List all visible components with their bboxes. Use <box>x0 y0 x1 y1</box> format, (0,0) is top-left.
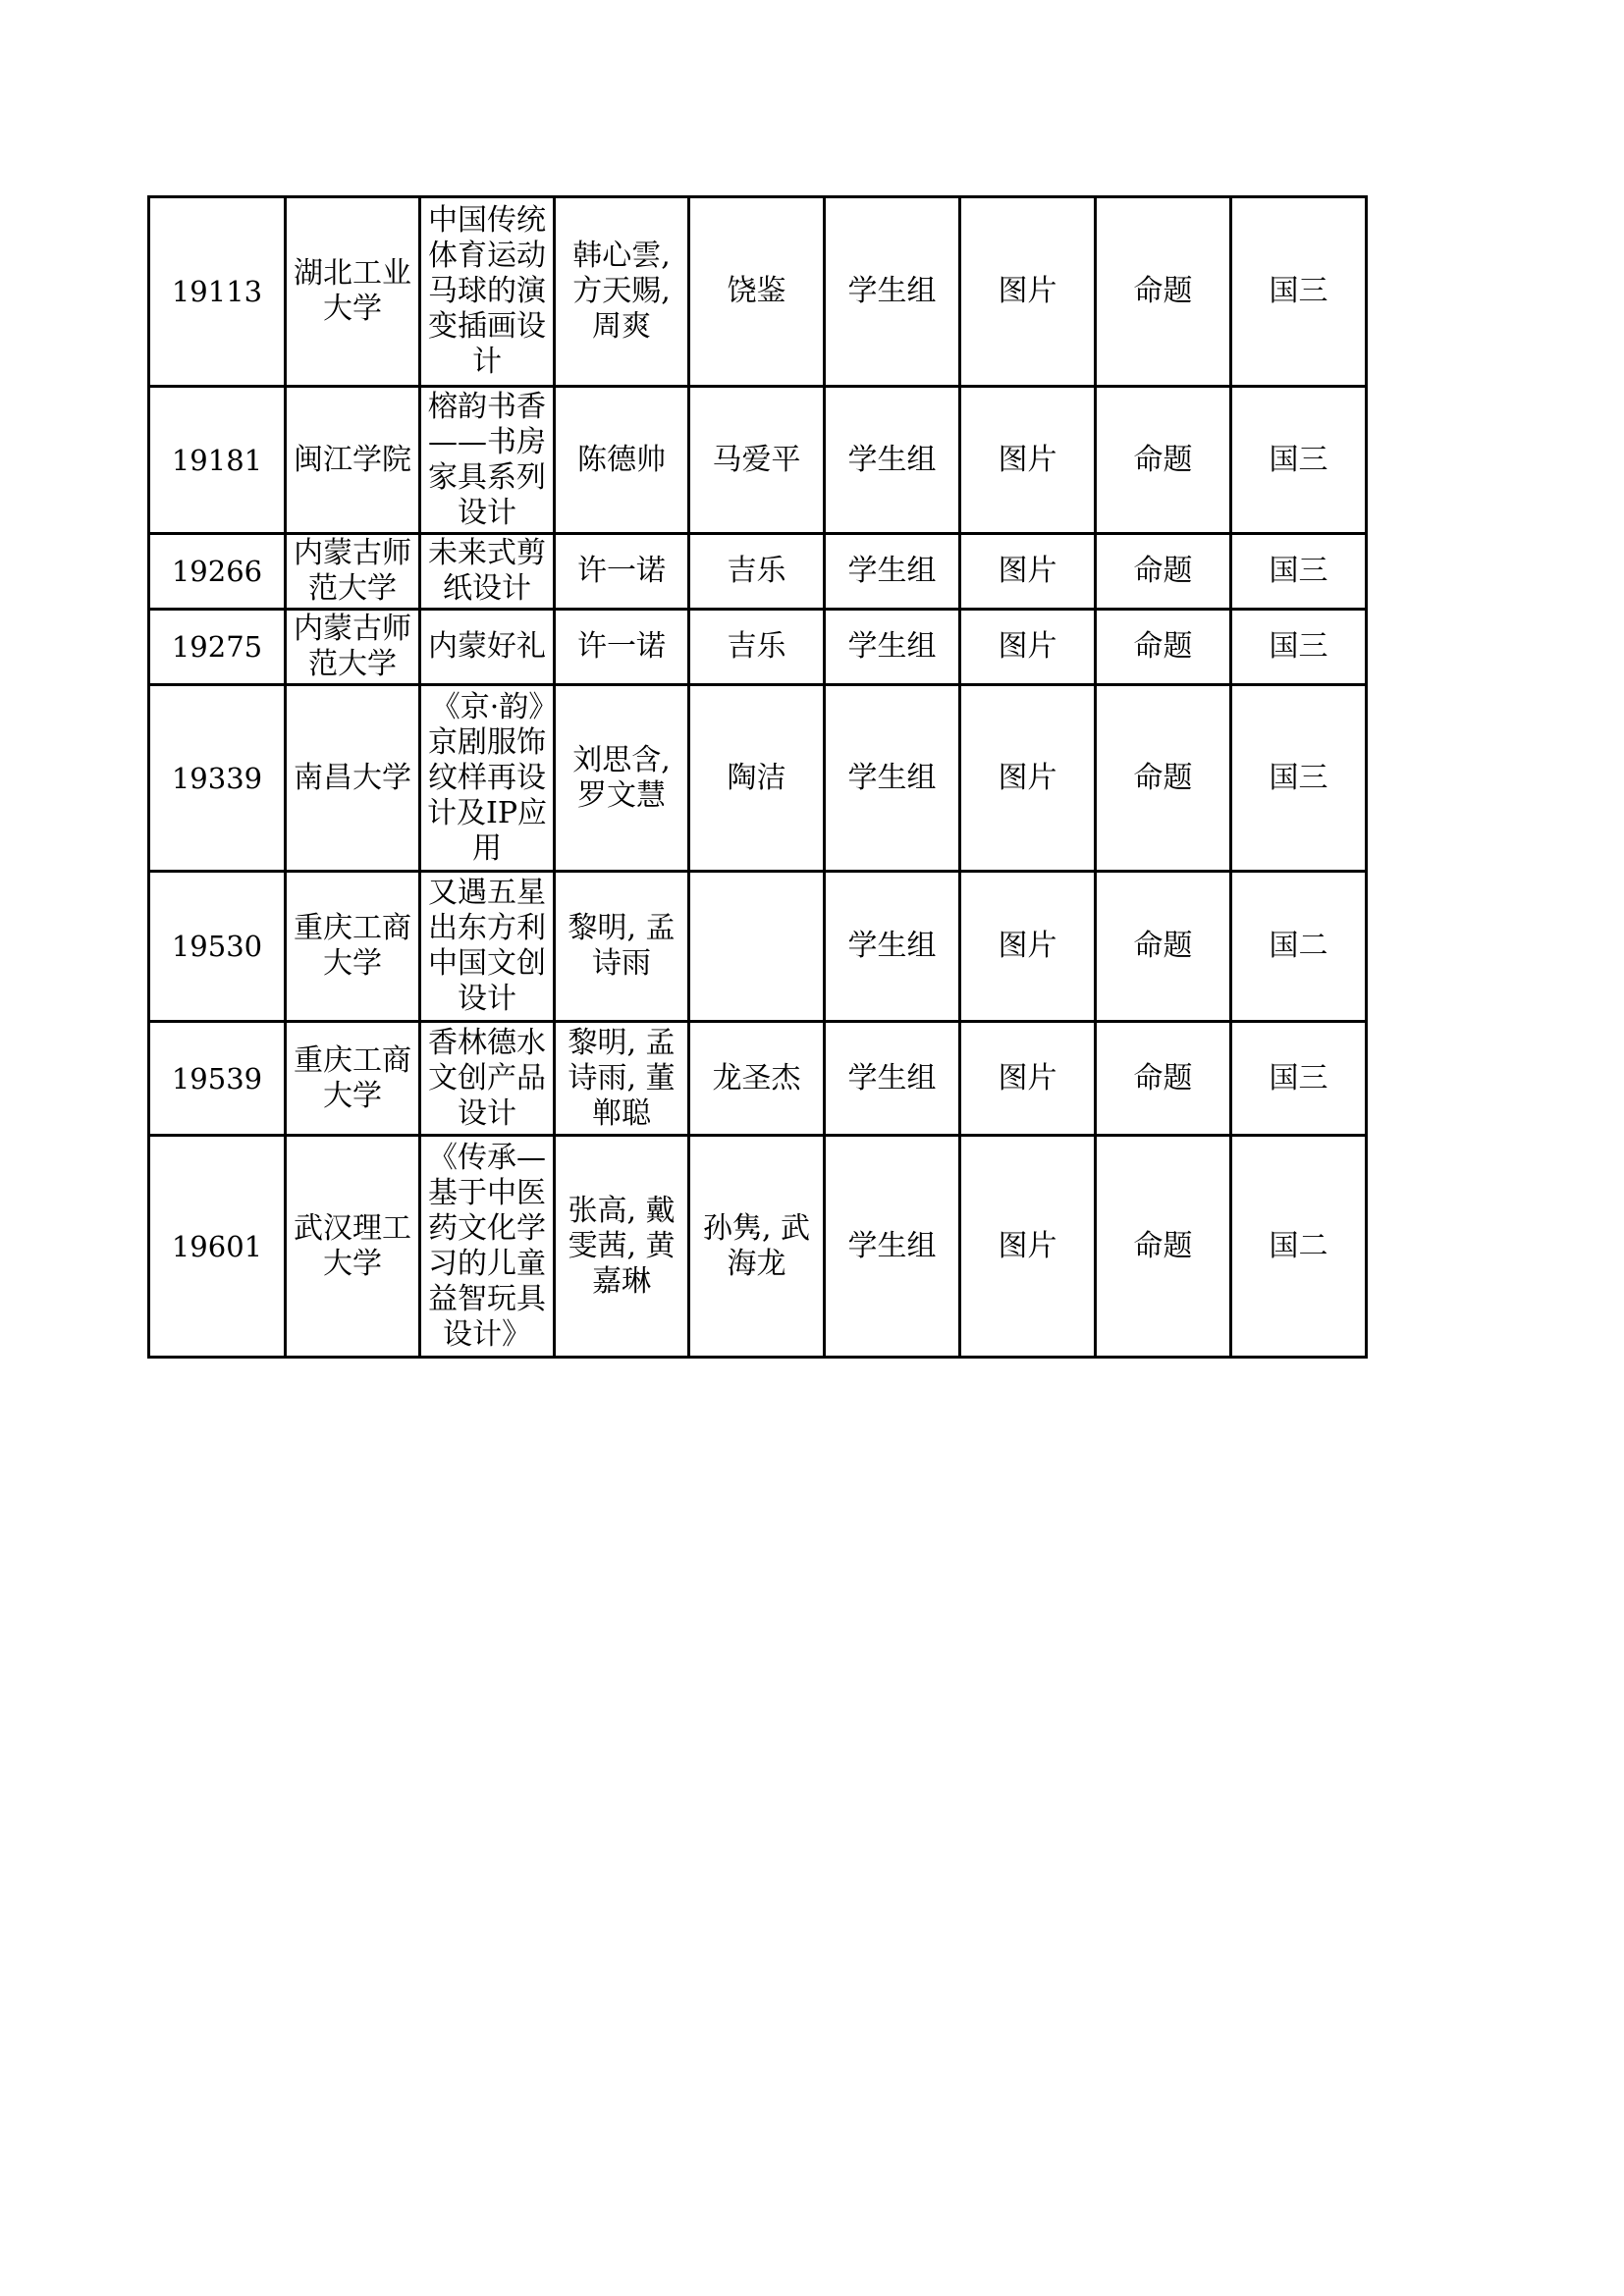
table-row <box>149 1136 1367 1358</box>
type-cell: 图片 <box>960 1136 1096 1358</box>
title-cell: 香林德水文创产品设计 <box>420 1022 555 1136</box>
title-cell: 未来式剪纸设计 <box>420 534 555 610</box>
entry-id-cell: 19339 <box>149 685 286 872</box>
school-cell: 重庆工商大学 <box>286 872 420 1022</box>
group-cell: 学生组 <box>825 872 960 1022</box>
group-cell: 学生组 <box>825 197 960 387</box>
advisor-cell: 吉乐 <box>689 610 825 685</box>
advisor-cell: 龙圣杰 <box>689 1022 825 1136</box>
award-cell: 国三 <box>1231 610 1367 685</box>
award-cell: 国二 <box>1231 872 1367 1022</box>
school-cell: 湖北工业大学 <box>286 197 420 387</box>
category-cell: 命题 <box>1096 872 1231 1022</box>
award-cell: 国三 <box>1231 685 1367 872</box>
advisor-cell: 吉乐 <box>689 534 825 610</box>
school-cell: 武汉理工大学 <box>286 1136 420 1358</box>
authors-cell: 黎明, 孟诗雨 <box>555 872 689 1022</box>
award-cell: 国三 <box>1231 387 1367 534</box>
entry-id-cell: 19113 <box>149 197 286 387</box>
award-cell: 国三 <box>1231 197 1367 387</box>
table-row <box>149 1022 1367 1136</box>
results-table <box>147 195 1368 1359</box>
table-row <box>149 534 1367 610</box>
advisor-cell: 陶洁 <box>689 685 825 872</box>
category-cell: 命题 <box>1096 685 1231 872</box>
title-cell: 内蒙好礼 <box>420 610 555 685</box>
type-cell: 图片 <box>960 685 1096 872</box>
entry-id-cell: 19275 <box>149 610 286 685</box>
type-cell: 图片 <box>960 1022 1096 1136</box>
group-cell: 学生组 <box>825 534 960 610</box>
title-cell: 榕韵书香——书房家具系列设计 <box>420 387 555 534</box>
group-cell: 学生组 <box>825 1022 960 1136</box>
table-row <box>149 685 1367 872</box>
award-cell: 国三 <box>1231 1022 1367 1136</box>
advisor-cell: 马爱平 <box>689 387 825 534</box>
entry-id-cell: 19181 <box>149 387 286 534</box>
category-cell: 命题 <box>1096 610 1231 685</box>
table-row <box>149 387 1367 534</box>
entry-id-cell: 19266 <box>149 534 286 610</box>
type-cell: 图片 <box>960 610 1096 685</box>
group-cell: 学生组 <box>825 1136 960 1358</box>
award-cell: 国三 <box>1231 534 1367 610</box>
group-cell: 学生组 <box>825 685 960 872</box>
advisor-cell: 饶鉴 <box>689 197 825 387</box>
authors-cell: 许一诺 <box>555 610 689 685</box>
award-cell: 国二 <box>1231 1136 1367 1358</box>
school-cell: 内蒙古师范大学 <box>286 610 420 685</box>
group-cell: 学生组 <box>825 387 960 534</box>
category-cell: 命题 <box>1096 1136 1231 1358</box>
type-cell: 图片 <box>960 387 1096 534</box>
authors-cell: 陈德帅 <box>555 387 689 534</box>
title-cell: 又遇五星出东方利中国文创设计 <box>420 872 555 1022</box>
authors-cell: 张高, 戴雯茜, 黄嘉琳 <box>555 1136 689 1358</box>
group-cell: 学生组 <box>825 610 960 685</box>
school-cell: 南昌大学 <box>286 685 420 872</box>
advisor-cell <box>689 872 825 1022</box>
category-cell: 命题 <box>1096 197 1231 387</box>
entry-id-cell: 19601 <box>149 1136 286 1358</box>
table-row <box>149 610 1367 685</box>
advisor-cell: 孙隽, 武海龙 <box>689 1136 825 1358</box>
type-cell: 图片 <box>960 534 1096 610</box>
authors-cell: 韩心雲, 方天赐, 周爽 <box>555 197 689 387</box>
entry-id-cell: 19539 <box>149 1022 286 1136</box>
title-cell: 《传承—基于中医药文化学习的儿童益智玩具设计》 <box>420 1136 555 1358</box>
authors-cell: 刘思含, 罗文慧 <box>555 685 689 872</box>
table-row <box>149 872 1367 1022</box>
title-cell: 中国传统体育运动马球的演变插画设计 <box>420 197 555 387</box>
authors-cell: 黎明, 孟诗雨, 董郸聪 <box>555 1022 689 1136</box>
table-row <box>149 197 1367 387</box>
type-cell: 图片 <box>960 872 1096 1022</box>
category-cell: 命题 <box>1096 1022 1231 1136</box>
school-cell: 闽江学院 <box>286 387 420 534</box>
category-cell: 命题 <box>1096 387 1231 534</box>
school-cell: 重庆工商大学 <box>286 1022 420 1136</box>
type-cell: 图片 <box>960 197 1096 387</box>
title-cell: 《京·韵》京剧服饰纹样再设计及IP应用 <box>420 685 555 872</box>
entry-id-cell: 19530 <box>149 872 286 1022</box>
category-cell: 命题 <box>1096 534 1231 610</box>
school-cell: 内蒙古师范大学 <box>286 534 420 610</box>
table-body <box>149 197 1367 1358</box>
authors-cell: 许一诺 <box>555 534 689 610</box>
